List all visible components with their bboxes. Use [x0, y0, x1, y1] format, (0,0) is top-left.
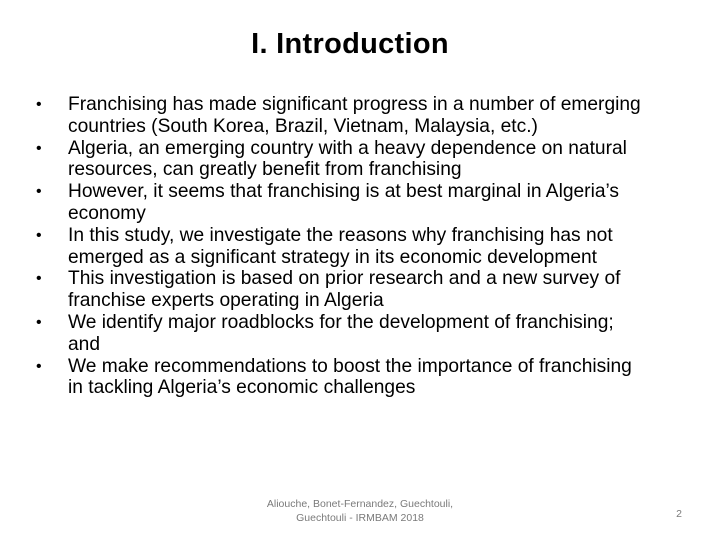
bullet-item — [36, 181, 684, 225]
bullet-icon: • — [36, 313, 42, 331]
bullet-text-line: In this study, we investigate the reasons why franchising has not — [68, 224, 613, 246]
bullet-item — [36, 268, 684, 312]
bullet-text-line: and — [68, 333, 101, 355]
bullet-item — [36, 356, 684, 400]
bullet-icon: • — [36, 226, 42, 244]
bullet-item — [36, 312, 684, 356]
bullet-item — [36, 94, 684, 138]
footer-authors-line: Aliouche, Bonet-Fernandez, Guechtouli, — [266, 498, 454, 510]
slide-footer — [240, 497, 480, 525]
bullet-icon: • — [36, 96, 42, 113]
bullet-icon: • — [36, 357, 42, 375]
bullet-text-line: economy — [68, 202, 146, 224]
bullet-text-line: countries (South Korea, Brazil, Vietnam, Malaysia, etc.) — [68, 115, 538, 137]
bullet-list — [36, 94, 684, 399]
bullet-text-line: Franchising has made significant progress in a number of emerging — [68, 94, 641, 115]
bullet-text-line: resources, can greatly benefit from franchising — [68, 159, 462, 181]
bullet-text-line: emerged as a significant strategy in its economic development — [68, 246, 597, 268]
bullet-item — [36, 138, 684, 182]
page-number: 2 — [676, 508, 682, 520]
bullet-text-line: This investigation is based on prior research and a new survey of — [68, 268, 621, 290]
footer-authors-line: Guechtouli - IRMBAM 2018 — [296, 512, 424, 524]
bullet-icon: • — [36, 139, 42, 157]
bullet-icon: • — [36, 270, 42, 288]
slide-title: I. Introduction — [251, 28, 449, 60]
bullet-text-line: in tackling Algeria’s economic challenges — [68, 377, 416, 399]
bullet-text-line: franchise experts operating in Algeria — [68, 290, 384, 312]
bullet-text-line: We identify major roadblocks for the development of franchising; — [68, 311, 614, 333]
bullet-text-line: However, it seems that franchising is at best marginal in Algeria’s — [68, 181, 620, 203]
bullet-text-line: We make recommendations to boost the importance of franchising — [68, 355, 632, 377]
bullet-text-line: Algeria, an emerging country with a heavy dependence on natural — [68, 137, 627, 159]
bullet-icon: • — [36, 183, 42, 201]
bullet-item — [36, 225, 684, 269]
